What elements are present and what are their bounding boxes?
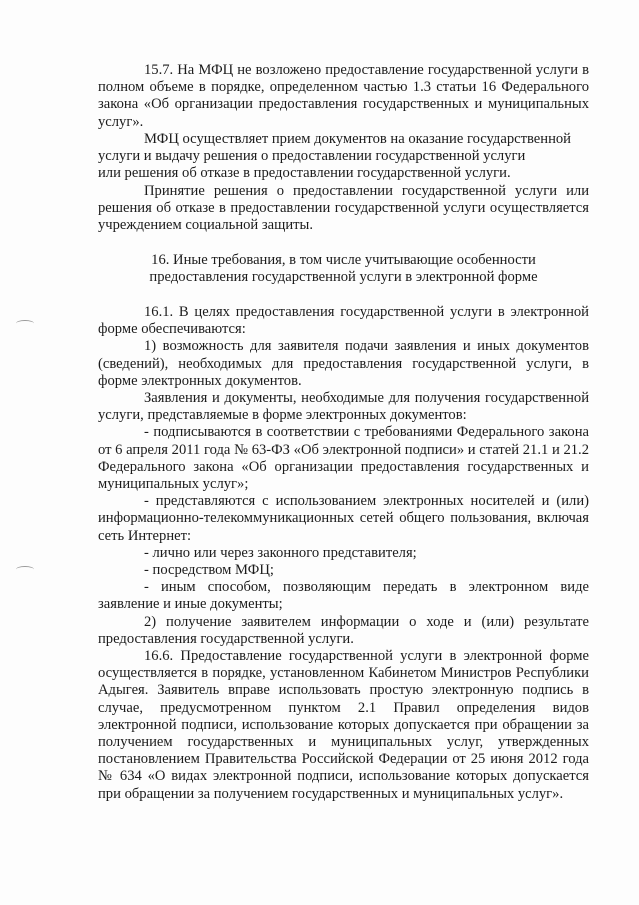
paragraph-mfc: [98, 131, 589, 183]
list-item-1: 1) возможность для заявителя подачи заявления и иных документов (сведений), необходимых для предоставления государственной услуги, в форме электронных документов.: [98, 338, 589, 389]
paragraph-text: Принятие решения о предоставлении государственной услуги или решения об отказе в предоставлении государственной услуги осуществляется учреждением социальной защиты.: [98, 183, 589, 234]
list-item-2: 2) получение заявителем информации о ходе и (или) результате предоставления государственной услуги.: [98, 613, 589, 647]
section-16-body: [98, 304, 589, 803]
dash-item: - представляются с использованием электронных носителей и (или) информационно-телекоммуникационных сетей общего пользования, включая сеть Интернет:: [98, 493, 589, 544]
dash-item: - подписываются в соответствии с требованиями Федерального закона от 6 апреля 2011 года № 63-ФЗ «Об электронной подписи» и статей 21.1 и 21.2 Федерального закона «Об организации предоставления государственных и муниципальных услуг»;: [98, 424, 589, 493]
heading-line: предоставления государственной услуги в электронной форме: [149, 269, 538, 286]
paragraph-text: МФЦ осуществляет прием документов на оказание государственной услуги и выдачу решения о предоставлении государственной услуги: [98, 131, 571, 165]
dash-item: - лично или через законного представителя;: [144, 544, 417, 561]
paragraph-text: 15.7. На МФЦ не возложено предоставление государственной услуги в полном объеме в порядке, определенном частью 1.3 статьи 16 Федерального закона «Об организации предоставления государственных и муниципальных услуг».: [98, 62, 589, 130]
section-heading: [98, 252, 589, 286]
margin-mark: [16, 566, 34, 573]
margin-mark: [16, 320, 34, 327]
paragraph-statements: Заявления и документы, необходимые для получения государственной услуги, представляемые в форме электронных документов:: [98, 390, 589, 424]
paragraph-16-6: 16.6. Предоставление государственной услуги в электронной форме осуществляется в порядке, установленном Кабинетом Министров Республики Адыгея. Заявитель вправе использовать простую электронную подпись в случае, предусмотренном пунктом 2.1 Правил определения видов электронной подписи, использование которых допускается при обращении за получением государственных и муниципальных услуг, утвержденных постановлением Правительства Российской Федерации от 25 июня 2012 года № 634 «О видах электронной подписи, использование которых допускается при обращении за получением государственных и муниципальных услуг».: [98, 648, 589, 802]
dash-item: - посредством МФЦ;: [144, 562, 274, 579]
heading-line: 16. Иные требования, в том числе учитывающие особенности: [151, 252, 536, 268]
paragraph-decision: [98, 183, 589, 235]
dash-item: - иным способом, позволяющим передать в электронном виде заявление и иные документы;: [98, 579, 589, 613]
paragraph-text: или решения об отказе в предоставлении государственной услуги.: [98, 165, 511, 182]
paragraph-16-1: 16.1. В целях предоставления государственной услуги в электронной форме обеспечиваются:: [98, 304, 589, 338]
paragraph-15-7: [98, 62, 589, 131]
